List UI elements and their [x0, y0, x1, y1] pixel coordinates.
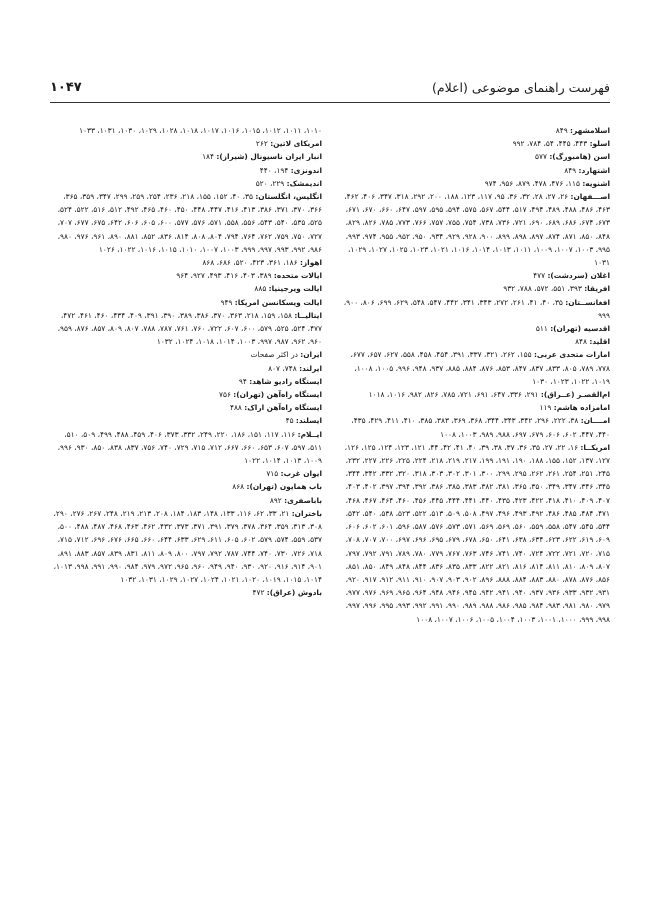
page-header [50, 80, 610, 102]
index-pages: ۱۱۵، ۴۷۶، ۴۷۸، ۸۷۹، ۹۵۶، ۹۷۴ [484, 178, 580, 188]
index-pages: ۹۴۹ [220, 297, 233, 307]
index-pages: ۹۴ [238, 376, 247, 386]
index-term: باب همایون (تهران): [246, 482, 322, 492]
index-entry [50, 494, 322, 507]
index-pages: ۸۴۸ [575, 337, 587, 347]
index-term: ایــلام: [297, 429, 322, 439]
index-pages: ۲۹۱، ۳۳۶، ۶۴۷، ۶۹۱، ۷۲۱، ۷۸۵، ۸۲۶، ۹۸۲، ۱۰۱۶، ۱۰۱۸ [368, 390, 539, 400]
index-term: اشتهارد: [578, 165, 610, 175]
index-pages: ۷۵۶ [219, 390, 231, 400]
index-term: ایستگاه راه‌آهن اراک: [244, 403, 322, 413]
index-entry [338, 124, 610, 137]
page-title: فهرست راهنمای موضوعی (اعلام) [432, 80, 610, 95]
index-entry [50, 348, 322, 361]
index-term: انبار ایران ناسیونال (شیراز): [216, 152, 322, 162]
index-entry [50, 362, 322, 375]
index-entry [50, 282, 322, 295]
index-term: اندونزی: [290, 165, 322, 175]
index-entry [50, 177, 322, 190]
index-term: ایستگاه رادیو شاهد: [249, 376, 322, 386]
index-entry [338, 137, 610, 150]
index-term: ایرلند: [299, 363, 322, 373]
index-entry [338, 282, 610, 295]
index-term: ایران: [300, 350, 322, 360]
index-pages: ۱۸۶، ۳۶۱، ۴۲۳، ۵۲۰، ۶۸۶، ۸۶۸ [202, 258, 298, 268]
index-pages: ۱۸۴ [202, 152, 214, 162]
index-pages: ۱۱۹ [539, 403, 552, 413]
index-term: ایتالیــا: [294, 310, 322, 320]
index-pages: ۱۶، ۲۲، ۲۷، ۳۵، ۳۶، ۳۷، ۳۸، ۳۹، ۴۰، ۴۱، ۴۲، ۴۴، ۱۲۱، ۱۲۳، ۱۲۴، ۱۲۵، ۱۲۶، ۱۲۷، ۱۳۷، ۱۵۲، ۱۵۵، ۱۸۸، ۱۹۰، ۱۹۱، ۱۹۹، ۲۱۷، ۲۱۹، ۲۱۸، ۲۲۴، ۲۲۵، ۲۲۶، ۲۲۷، ۲۳۲، ۲۴۵، ۲۵۱، ۲۵۴، ۲۶۱، ۲۶۲، ۲۹۵، ۲۹۹، ۳۰۰، ۳۰۱، ۳۰۲، ۳۰۳، ۳۱۸، ۳۲۰، ۳۳۲، ۳۴۲، ۳۴۴، ۳۴۵، ۳۴۶، ۳۴۷، ۳۴۹، ۳۵۰، ۳۶۵، ۳۸۱، ۳۸۲، ۳۸۳، ۳۸۵، ۳۸۶، ۳۹۲، ۳۹۴، ۳۹۷، ۴۰۲، ۴۰۳، ۴۰۷، ۴۰۹، ۴۱۰، ۴۱۸، ۴۲۲، ۴۲۳، ۴۳۵، ۴۴۰، ۴۴۱، ۴۴۴، ۴۴۵، ۴۵۶، ۴۶۰، ۴۶۴، ۴۶۷، ۴۶۸، ۴۷۱، ۴۸۴، ۴۸۵، ۴۸۶، ۴۹۲، ۴۹۳، ۴۹۶، ۴۹۷، ۵۰۸، ۵۰۹، ۵۱۳، ۵۲۲، ۵۲۳، ۵۳۸، ۵۴۰، ۵۴۲، ۵۴۴، ۵۴۵، ۵۴۷، ۵۵۸، ۵۵۹، ۵۶۰، ۵۶۹، ۵۶۹، ۵۷۱، ۵۷۳، ۵۷۶، ۵۸۷، ۵۹۶، ۶۰۱، ۶۰۲، ۶۰۶، ۶۰۹، ۶۱۹، ۶۲۲، ۶۲۳، ۶۳۴، ۶۳۸، ۶۴۱، ۶۵۰، ۶۷۸، ۶۷۹، ۶۹۵، ۶۹۶، ۶۹۷، ۷۰۰، ۷۰۷، ۷۰۸، ۷۱۵، ۷۲۰، ۷۲۱، ۷۲۲، ۷۲۴، ۷۴۰، ۷۴۱، ۷۴۶، ۷۶۳، ۷۶۷، ۷۷۹، ۷۸۰، ۷۸۹، ۷۹۱، ۷۹۲، ۷۹۷، ۸۰۷، ۸۰۹، ۸۱۰، ۸۱۱، ۸۱۴، ۸۱۶، ۸۲۱، ۸۲۲، ۸۳۳، ۸۳۵، ۸۳۶، ۸۴۴، ۸۴۸، ۸۴۹، ۸۵۰، ۸۵۱، ۸۵۶، ۸۷۶، ۸۷۸، ۸۸۰، ۸۸۳، ۸۸۴، ۸۸۸، ۸۹۶، ۹۰۲، ۹۰۳، ۹۰۷، ۹۱۰، ۹۱۱، ۹۱۲، ۹۱۷، ۹۲۰، ۹۳۱، ۹۳۲، ۹۳۳، ۹۳۶، ۹۳۷، ۹۴۰، ۹۴۱، ۹۴۲، ۹۴۵، ۹۴۶، ۹۴۸، ۹۶۴، ۹۶۵، ۹۶۹، ۹۷۶، ۹۷۷، ۹۷۹، ۹۸۰، ۹۸۱، ۹۸۳، ۹۸۴، ۹۸۵، ۹۸۶، ۹۸۸، ۹۸۹، ۹۹۰، ۹۹۱، ۹۹۲، ۹۹۳، ۹۹۵، ۹۹۶، ۹۹۷، ۹۹۸، ۹۹۹، ۱۰۰۰، ۱۰۰۱، ۱۰۰۳، ۱۰۰۴، ۱۰۰۵، ۱۰۰۶، ۱۰۰۷، ۱۰۰۸ [344, 442, 610, 624]
index-pages: ۸۴۹ [555, 126, 568, 135]
index-entry [50, 388, 322, 401]
index-term: ام‌القصـر (عــراق): [540, 390, 610, 400]
index-entry [50, 507, 322, 586]
index-term: ایستگاه راه‌آهن (تهران): [233, 390, 322, 400]
index-entry [50, 480, 322, 493]
index-term: افغانســتان: [565, 297, 610, 307]
index-pages: ۲۶، ۲۷، ۲۸، ۳۲، ۳۶، ۹۵، ۱۱۷، ۱۲۳، ۱۸۸، ۲۰۰، ۲۹۲، ۳۱۸، ۳۴۷، ۴۰۶، ۴۶۲، ۴۶۳، ۴۸۶، ۴۸۸، ۴۸۹، ۴۹۴، ۵۱۷، ۵۴۴، ۵۶۷، ۵۷۵، ۵۹۴، ۵۹۵، ۵۹۷، ۶۴۷، ۶۶۰، ۶۷۰، ۶۷۱، ۶۷۳، ۶۷۴، ۶۸۶، ۶۸۹، ۶۹۰، ۷۲۱، ۷۳۶، ۷۳۸، ۷۵۴، ۷۵۵، ۷۵۷، ۷۶۶، ۷۷۳، ۷۸۵، ۸۲۶، ۸۲۹، ۸۴۸، ۸۵۰، ۸۷۱، ۸۷۴، ۸۹۷، ۸۹۸، ۸۹۹، ۹۰۰، ۹۲۸، ۹۲۹، ۹۳۴، ۹۵۰، ۹۵۲، ۹۵۵، ۹۷۴، ۹۹۳، ۹۹۵، ۱۰۰۳، ۱۰۰۷، ۱۰۰۹، ۱۰۱۱، ۱۰۱۳، ۱۰۱۴، ۱۰۱۶، ۱۰۲۱، ۱۰۲۳، ۱۰۲۵، ۱۰۲۷، ۱۰۲۹، ۱۰۳۱ [344, 192, 610, 268]
index-term: اندیمشک: [286, 178, 322, 188]
index-pages: ۴۷۷ [533, 271, 546, 281]
index-entry [50, 124, 322, 137]
index-entry [50, 586, 322, 599]
index-entry [50, 375, 322, 388]
index-pages: ۳۸۹، ۴۰۳، ۴۱۶، ۴۹۳، ۹۲۷، ۹۶۴ [176, 271, 272, 281]
index-entry [50, 164, 322, 177]
index-entry [50, 414, 322, 427]
index-term: ایسلند: [295, 416, 322, 426]
index-entry [338, 177, 610, 190]
index-pages: ۴۸۸ [229, 403, 242, 413]
index-pages: ۷۱۵ [266, 469, 279, 479]
index-entry [338, 441, 610, 626]
index-pages: ۸۸۵ [254, 284, 267, 294]
index-pages: ۱۵۸، ۱۵۹، ۲۱۸، ۳۶۳، ۳۷۰، ۳۸۶، ۳۸۹، ۳۹۰، ۳۹۱، ۴۰۹، ۴۳۴، ۴۶۰، ۴۶۱، ۴۷۲، ۴۷۷، ۵۲۴، ۵۲۵، ۵۷۹، ۶۰۰، ۶۰۷، ۷۲۲، ۷۶۰، ۷۶۱، ۷۸۷، ۷۸۸، ۸۰۷، ۸۰۹، ۸۵۷، ۸۷۶، ۹۵۹، ۹۶۰، ۹۶۲، ۹۸۷، ۹۹۷، ۱۰۰۳، ۱۰۱۴، ۱۰۱۸، ۱۰۲۴، ۱۰۳۲ [57, 310, 322, 347]
page-number: ۱۰۴۷ [50, 80, 82, 95]
index-pages: ۱۰۱۰، ۱۰۱۱، ۱۰۱۲، ۱۰۱۵، ۱۰۱۶، ۱۰۱۷، ۱۰۱۸، ۱۰۲۸، ۱۰۲۹، ۱۰۳۰، ۱۰۳۱، ۱۰۳۳ [79, 126, 322, 135]
index-pages: ۳۸، ۲۲۲، ۲۹۶، ۳۴۲، ۳۴۳، ۳۴۴، ۳۶۸، ۳۶۹، ۳۸۳، ۳۸۵، ۴۱۰، ۴۱۱، ۴۲۹، ۴۳۵، ۴۴۰، ۴۴۷، ۶۰۲، ۶۰۶، ۶۷۹، ۶۹۷، ۹۸۸، ۹۸۹، ۱۰۰۳، ۱۰۰۸ [351, 416, 610, 439]
index-pages: ۴۴۳، ۴۴۵، ۵۴، ۷۸۴، ۹۹۲ [512, 139, 588, 149]
index-entry [50, 296, 322, 309]
index-term: اقدسیه (تهران): [550, 324, 610, 334]
index-entry [338, 388, 610, 401]
index-entry [338, 269, 610, 282]
index-pages: ۳۹۳، ۵۵۱، ۵۷۲، ۷۸۸، ۹۳۲ [503, 284, 582, 294]
index-entry [50, 190, 322, 256]
index-pages: ۵۷۷ [535, 152, 547, 162]
index-term: امریکــا: [580, 442, 610, 452]
index-entry [338, 401, 610, 414]
index-entry [50, 428, 322, 468]
index-entry [338, 414, 610, 440]
index-entry [338, 322, 610, 335]
index-term: انگلیس، انگلستان: [255, 192, 322, 202]
index-pages: ۴۵ [285, 416, 294, 426]
index-entry [338, 150, 610, 163]
index-term: امــــان: [580, 416, 610, 426]
index-pages: ۱۹۴، ۴۴۰ [259, 165, 289, 175]
index-entry [50, 467, 322, 480]
index-entry [50, 137, 322, 150]
index-term: اقلید: [589, 337, 610, 347]
index-pages: ۳۵، ۴۰، ۴۱، ۲۶۱، ۲۷۲، ۳۴۳، ۳۴۱، ۴۴۲، ۵۴۷، ۵۴۸، ۶۲۹، ۶۹۹، ۸۰۶، ۹۰۰، ۹۹۹ [343, 297, 610, 320]
index-pages: ۳۵، ۴۰، ۱۵۲، ۱۵۵، ۲۱۸، ۲۳۶، ۲۵۴، ۲۵۹، ۲۹۹، ۳۴۷، ۳۵۹، ۳۶۵، ۳۶۶، ۳۷۰، ۳۷۱، ۳۸۶، ۴۱۳، ۴۱۶، ۴۴۷، ۴۴۸، ۴۵۰، ۴۶۰، ۴۶۵، ۴۹۲، ۵۱۲، ۵۱۶، ۵۲۲، ۵۲۴، ۵۲۵، ۵۳۵، ۵۴۰، ۵۴۳، ۵۵۶، ۵۵۸، ۵۷۱، ۵۷۶، ۵۷۷، ۶۰۰، ۶۰۵، ۶۰۶، ۶۴۲، ۶۷۵، ۶۷۷، ۷۰۷، ۷۲۷، ۷۵۰، ۷۵۹، ۷۶۲، ۷۶۴، ۷۹۴، ۸۰۴، ۸۰۸، ۸۱۴، ۸۳۶، ۸۵۲، ۸۸۱، ۸۹۰، ۹۶۱، ۹۷۶، ۹۸۰، ۹۸۶، ۹۹۲، ۹۹۳، ۹۹۷، ۹۹۹، ۱۰۰۳، ۱۰۰۷، ۱۰۱۰، ۱۰۱۵، ۱۰۱۶، ۱۰۲۲، ۱۰۲۶ [57, 192, 322, 254]
index-entry [50, 401, 322, 414]
index-term: اسلو: [589, 139, 610, 149]
index-column-left [50, 124, 322, 599]
index-term: اغلان (سردشت): [547, 271, 610, 281]
index-term: امامزاده هاشم: [553, 403, 610, 413]
index-entry [338, 296, 610, 322]
index-pages: ۵۱۱ [535, 324, 548, 334]
index-pages: ۷۴۸، ۸۰۷ [268, 363, 297, 373]
index-entry [50, 150, 322, 163]
index-term: امریکای لاتین: [270, 139, 322, 149]
index-pages: ۲۲۹، ۵۲۰ [255, 178, 285, 188]
index-term: باباصفری: [284, 495, 322, 505]
index-pages: ۸۶۸ [232, 482, 245, 492]
index-term: اصـــفهان: [570, 192, 610, 202]
index-entry [338, 348, 610, 388]
index-term: افریقا: [584, 284, 610, 294]
index-term: امارات متحدی عربی: [533, 350, 610, 360]
index-entry [50, 309, 322, 349]
index-pages: ۸۴۹ [564, 165, 577, 175]
index-entry [50, 256, 322, 269]
header-divider [50, 102, 610, 103]
index-term: اسن (هامبورگ): [549, 152, 610, 162]
index-term: ایالات متحده: [273, 271, 322, 281]
index-pages: ۱۱۶، ۱۱۷، ۱۵۱، ۱۸۶، ۲۲۰، ۲۴۹، ۳۳۲، ۳۷۳، ۴۰۶، ۴۵۹، ۴۸۸، ۴۹۹، ۵۰۹، ۵۱۰، ۵۱۱، ۵۹۷، ۶۰۷، ۶۵۳، ۶۶۰، ۶۶۷، ۷۱۲، ۷۱۵، ۷۲۹، ۷۴۰، ۷۵۶، ۸۳۷، ۸۳۸، ۸۵۰، ۹۳۰، ۹۹۶، ۱۰۰۹، ۱۰۱۳، ۱۰۱۴، ۱۰۲۲ [57, 429, 322, 466]
index-term: ایالت ویسکانسن امریکا: [234, 297, 322, 307]
index-pages: ۱۵۵، ۲۶۲، ۳۲۱، ۳۳۷، ۳۹۱، ۴۵۴، ۴۵۸، ۵۵۸، ۶۲۷، ۶۵۷، ۶۷۷، ۷۷۸، ۷۸۹، ۸۰۵، ۸۳۳، ۸۳۷، ۸۴۷، ۸۵۳، ۸۷۶، ۸۸۴، ۸۸۵، ۹۳۷، ۹۴۸، ۹۹۶، ۱۰۰۵، ۱۰۰۸، ۱۰۱۹، ۱۰۲۲، ۱۰۲۳، ۱۰۳۰ [350, 350, 610, 386]
index-pages: در اکثر صفحات [250, 350, 298, 360]
index-term: اشنویه: [582, 178, 610, 188]
index-pages: ۴۷۲ [252, 588, 265, 598]
index-term: ایالت ویرجینیا: [268, 284, 322, 294]
index-term: اسلامشهر: [570, 126, 610, 135]
index-entry [338, 190, 610, 269]
index-entry [338, 164, 610, 177]
index-term: ایوان غرب: [280, 469, 322, 479]
index-pages: ۸۹۲ [269, 495, 282, 505]
index-term: باختران: [291, 508, 322, 518]
index-entry [338, 335, 610, 348]
index-pages: ۲۱، ۳۳، ۶۲، ۱۱۶، ۱۳۳، ۱۴۸، ۱۸۳، ۱۸۴، ۲۰۸، ۲۱۳، ۲۱۹، ۲۴۸، ۲۶۷، ۲۷۶، ۲۹۰، ۳۰۸، ۳۱۳، ۳۵۹، ۳۶۴، ۳۷۸، ۳۷۹، ۳۹۱، ۳۷۱، ۳۷۳، ۴۳۲، ۴۶۲، ۴۶۳، ۴۶۸، ۴۸۷، ۴۸۸، ۵۰۰، ۵۳۷، ۵۵۹، ۵۷۴، ۵۷۹، ۶۰۲، ۶۰۵، ۶۱۱، ۶۲۹، ۶۳۳، ۶۴۴، ۶۶۰، ۶۶۵، ۶۷۶، ۶۹۶، ۷۱۲، ۷۱۵، ۷۱۸، ۷۲۶، ۷۳۰، ۷۴۰، ۷۴۴، ۷۸۷، ۷۹۲، ۷۹۷، ۸۰۰، ۸۰۹، ۸۱۱، ۸۳۱، ۸۳۹، ۸۵۷، ۸۸۳، ۸۹۱، ۹۰۱، ۹۱۴، ۹۱۶، ۹۲۰، ۹۳۰، ۹۴۰، ۹۴۹، ۹۶۰، ۹۶۵، ۹۷۲، ۹۷۹، ۹۸۴، ۹۹۰، ۹۹۱، ۹۹۸، ۱۰۱۳، ۱۰۱۴، ۱۰۱۵، ۱۰۱۹، ۱۰۲۰، ۱۰۲۱، ۱۰۲۴، ۱۰۲۷، ۱۰۲۹، ۱۰۳۱، ۱۰۳۲ [53, 508, 322, 584]
index-entry [50, 269, 322, 282]
index-term: اهواز: [299, 258, 322, 268]
index-pages: ۲۶۲ [255, 139, 268, 149]
index-column-right [338, 124, 610, 626]
index-term: بادوش (عراق): [266, 588, 322, 598]
